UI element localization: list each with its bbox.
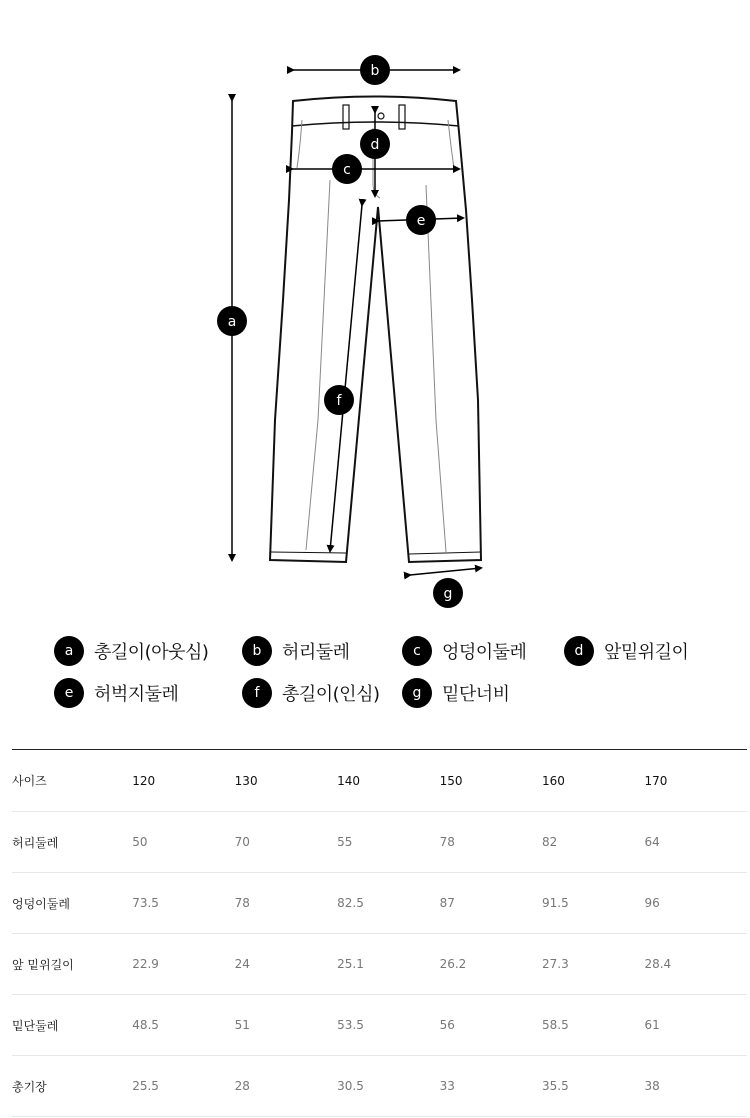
marker-a	[217, 306, 247, 336]
marker-c	[332, 154, 362, 184]
cell-value: 91.5	[542, 873, 644, 934]
measurement-legend	[0, 625, 750, 725]
cell-value: 38	[644, 1056, 747, 1117]
row-label: 허리둘레	[12, 812, 132, 873]
cell-value: 51	[235, 995, 337, 1056]
legend-badge-b: b	[242, 636, 272, 666]
legend-item-g	[402, 677, 510, 709]
marker-b	[360, 55, 390, 85]
legend-item-b	[242, 635, 350, 667]
legend-label-g: 밑단너비	[442, 684, 510, 705]
table-header-row	[12, 750, 747, 812]
cell-value: 55	[337, 812, 439, 873]
cell-value: 22.9	[132, 934, 234, 995]
cell-value: 28	[235, 1056, 337, 1117]
cell-value: 70	[235, 812, 337, 873]
cell-value: 33	[440, 1056, 542, 1117]
cell-value: 73.5	[132, 873, 234, 934]
table-row	[12, 1056, 747, 1117]
cell-value: 50	[132, 812, 234, 873]
legend-item-a	[54, 635, 208, 667]
cell-value: 25.5	[132, 1056, 234, 1117]
legend-badge-d: d	[564, 636, 594, 666]
cell-value: 78	[440, 812, 542, 873]
size-table	[12, 749, 747, 1117]
table-row	[12, 873, 747, 934]
cell-value: 61	[644, 995, 747, 1056]
legend-label-c: 엉덩이둘레	[442, 642, 527, 663]
cell-value: 78	[235, 873, 337, 934]
cell-value: 87	[440, 873, 542, 934]
header-label: 사이즈	[12, 750, 132, 812]
header-size: 140	[337, 750, 439, 812]
row-label: 엉덩이둘레	[12, 873, 132, 934]
legend-label-f: 총길이(인심)	[282, 684, 380, 705]
svg-text:c: c	[343, 162, 351, 178]
legend-item-f	[242, 677, 380, 709]
legend-badge-e: e	[54, 678, 84, 708]
table-row	[12, 995, 747, 1056]
cell-value: 64	[644, 812, 747, 873]
marker-e	[406, 205, 436, 235]
marker-f	[324, 385, 354, 415]
row-label: 밑단둘레	[12, 995, 132, 1056]
cell-value: 35.5	[542, 1056, 644, 1117]
cell-value: 82.5	[337, 873, 439, 934]
legend-badge-a: a	[54, 636, 84, 666]
cell-value: 25.1	[337, 934, 439, 995]
measurement-arrows	[232, 70, 481, 575]
cell-value: 82	[542, 812, 644, 873]
cell-value: 53.5	[337, 995, 439, 1056]
svg-text:f: f	[336, 393, 342, 409]
marker-g	[433, 578, 463, 608]
table-row	[12, 934, 747, 995]
header-size: 120	[132, 750, 234, 812]
cell-value: 56	[440, 995, 542, 1056]
row-label: 총기장	[12, 1056, 132, 1117]
cell-value: 24	[235, 934, 337, 995]
legend-badge-g: g	[402, 678, 432, 708]
legend-label-b: 허리둘레	[282, 642, 350, 663]
svg-text:b: b	[370, 63, 380, 79]
legend-badge-c: c	[402, 636, 432, 666]
row-label: 앞 밑위길이	[12, 934, 132, 995]
cell-value: 30.5	[337, 1056, 439, 1117]
cell-value: 28.4	[644, 934, 747, 995]
legend-badge-f: f	[242, 678, 272, 708]
cell-value: 48.5	[132, 995, 234, 1056]
table-row	[12, 812, 747, 873]
svg-text:g: g	[443, 586, 453, 602]
marker-d	[360, 129, 390, 159]
legend-item-e	[54, 677, 178, 709]
cell-value: 58.5	[542, 995, 644, 1056]
header-size: 160	[542, 750, 644, 812]
legend-label-d: 앞밑위길이	[604, 642, 689, 663]
legend-label-e: 허벅지둘레	[94, 684, 179, 705]
legend-item-d	[564, 635, 688, 667]
svg-text:a: a	[227, 314, 237, 330]
header-size: 170	[644, 750, 747, 812]
header-size: 130	[235, 750, 337, 812]
cell-value: 27.3	[542, 934, 644, 995]
svg-text:d: d	[370, 137, 380, 153]
cell-value: 96	[644, 873, 747, 934]
legend-label-a: 총길이(아웃심)	[94, 642, 209, 663]
svg-text:e: e	[416, 213, 426, 229]
header-size: 150	[440, 750, 542, 812]
legend-item-c	[402, 635, 526, 667]
cell-value: 26.2	[440, 934, 542, 995]
